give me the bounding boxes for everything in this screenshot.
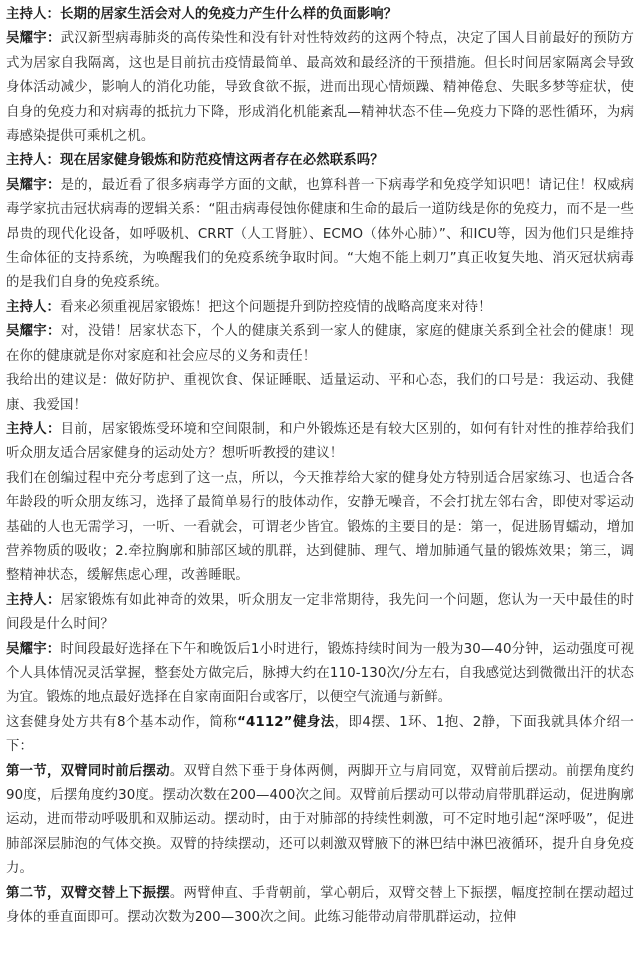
paragraph-section-1 [6, 760, 634, 882]
paragraph-answer-1 [6, 27, 634, 149]
paragraph-host-q4 [6, 418, 634, 467]
speaker-label: 吴耀宇： [6, 177, 61, 193]
speaker-label: 主持人： [6, 592, 61, 608]
host-text: 目前，居家锻炼受环境和空间限制，和户外锻炼还是有较大区别的，如何有针对性的推荐给我们听众朋友适合居家健身的运动处方？想听听教授的建议！ [6, 421, 634, 462]
advice-text: 我给出的建议是：做好防护、重视饮食、保证睡眠、适量运动、平和心态，我们的口号是：我运动、我健康、我爱国！ [6, 373, 634, 413]
question-text: 长期的居家生活会对人的免疫力产生什么样的负面影响？ [59, 7, 398, 22]
paragraph-host-q1 [6, 3, 634, 27]
section-heading: 第二节，双臂交替上下振摆 [6, 885, 170, 901]
speaker-label: 吴耀宇： [6, 31, 61, 47]
speaker-label: 主持人： [6, 153, 60, 169]
host-text: 看来必须重视居家锻炼！把这个问题提升到防控疫情的战略高度来对待！ [59, 299, 492, 315]
method-name: “4112”健身法 [237, 714, 335, 730]
speaker-label: 主持人： [6, 421, 61, 437]
paragraph-host-q2 [6, 149, 634, 173]
speaker-label: 主持人： [6, 299, 60, 315]
paragraph-answer-2 [6, 174, 634, 296]
answer-text: 是的，最近看了很多病毒学方面的文献，也算科普一下病毒学和免疫学知识吧！请记住！权威病毒学家抗击冠状病毒的逻辑关系：“阻击病毒侵蚀你健康和生命的最后一道防线是你的免疫力，而不是一些昂贵的现代化设备，如呼吸机、CRRT（人工肾脏）、ECMO（体外心肺）”、和ICU等，因为他们只是维持生命体征的支持系统，为唤醒我们的免疫系统争取时间。“大炮不能上刺刀”真正收复失地、消灭冠状病毒的是我们自身的免疫系统。 [6, 177, 634, 291]
paragraph-host-q5 [6, 589, 634, 638]
answer-text: 对，没错！居家状态下，个人的健康关系到一家人的健康，家庭的健康关系到全社会的健康！现在你的健康就是你对家庭和社会应尽的义务和责任！ [6, 324, 634, 364]
answer-text: 武汉新型病毒肺炎的高传染性和没有针对性特效药的这两个特点，决定了国人目前最好的预防方式为居家自我隔离，这也是目前抗击疫情最简单、最高效和最经济的干预措施。但长时间居家隔离会导致身体活动减少，影响人的消化功能，导致食欲不振，进而出现心情烦躁、精神倦怠、失眠多梦等症状，使自身的免疫力和对病毒的抵抗力下降，形成消化机能紊乱—精神状态不佳—免疫力下降的恶性循环，为病毒感染提供可乘机之机。 [6, 31, 634, 145]
paragraph-host-3 [6, 296, 634, 320]
paragraph-answer-3 [6, 320, 634, 369]
paragraph-advice [6, 369, 634, 418]
section-text: 。双臂自然下垂于身体两侧，两脚开立与肩同宽，双臂前后摆动。前摆角度约90度，后摆角度约30度。摆动次数在200—400次之间。双臂前后摆动可以带动肩带肌群运动，促进胸廓运动，进而带动呼吸肌和双肺运动。摆动时，由于对肺部的持续性刺激，可不定时地引起“深呼吸”，促进肺部深层肺泡的气体交换。双臂的持续摆动，还可以刺激双臂腋下的淋巴结中淋巴液循环，提升自身免疫力。 [6, 763, 634, 877]
host-text: 居家锻炼有如此神奇的效果，听众朋友一定非常期待，我先问一个问题，您认为一天中最佳的时间段是什么时间？ [6, 592, 634, 633]
answer-text: 时间段最好选择在下午和晚饭后1小时进行，锻炼持续时间为一般为30—40分钟，运动强度可视个人具体情况灵活掌握，整套处方做完后，脉搏大约在110-130次/分左右，自我感觉达到微微出汗的状态为宜。锻炼的地点最好选择在自家南面阳台或客厅，以便空气流通与新鲜。 [6, 641, 635, 706]
summary-text-after: ，即4摆、1环、1抱、2静，下面我就具体介绍一下： [6, 714, 635, 755]
paragraph-section-2 [6, 882, 634, 931]
section-text: 。两臂伸直、手背朝前，掌心朝后，双臂交替上下振摆，幅度控制在摆动超过身体的垂直面即可。摆动次数为200—300次之间。此练习能带动肩带肌群运动，拉伸 [6, 885, 634, 926]
paragraph-answer-5 [6, 638, 634, 711]
section-heading: 第一节，双臂同时前后摆动 [6, 763, 170, 779]
speaker-label: 吴耀宇： [6, 641, 61, 657]
question-text: 现在居家健身锻炼和防范疫情这两者存在必然联系吗？ [59, 153, 384, 169]
speaker-label: 吴耀宇： [6, 324, 61, 340]
summary-text-before: 这套健身处方共有8个基本动作，简称 [6, 714, 238, 730]
program-text: 我们在创编过程中充分考虑到了这一点，所以，今天推荐给大家的健身处方特别适合居家练习、也适合各年龄段的听众朋友练习，选择了最简单易行的肢体动作，安静无噪音，不会打扰左邻右舍，即使对零运动基础的人也无需学习，一听、一看就会，可谓老少皆宜。锻炼的主要目的是：第一，促进肠胃蠕动，增加营养物质的吸收；2.牵拉胸廓和肺部区域的肌群，达到健肺、理气、增加肺通气量的锻炼效果；第三，调整精神状态，缓解焦虑心理，改善睡眠。 [6, 470, 634, 584]
paragraph-program-intro [6, 467, 634, 589]
speaker-label: 主持人： [6, 7, 60, 22]
paragraph-method-summary [6, 711, 634, 760]
